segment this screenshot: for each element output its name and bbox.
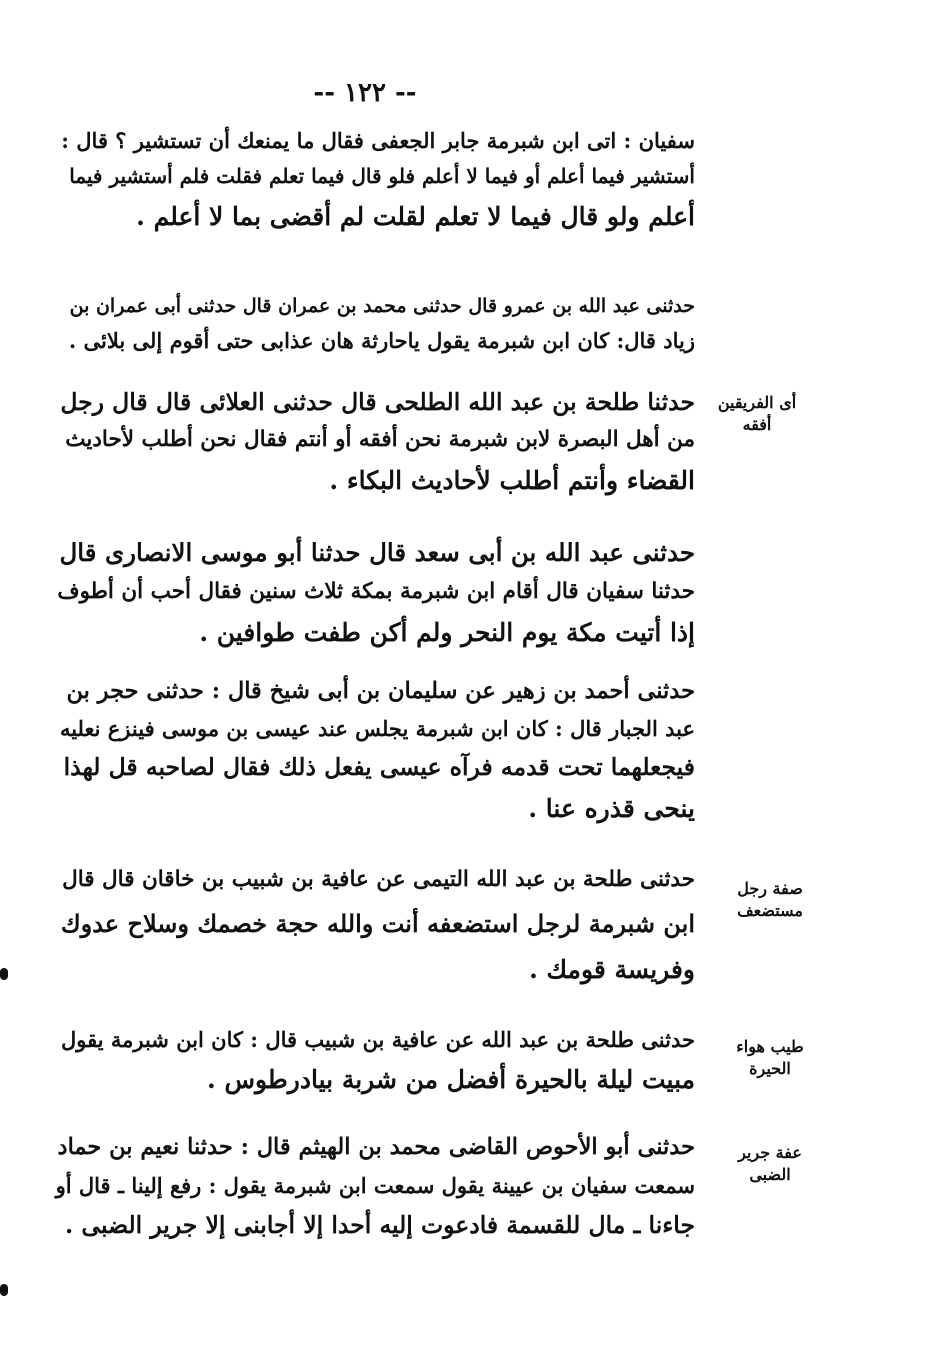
text-line: وفريسة قومك . [529,955,695,985]
text-line: إذا أتيت مكة يوم النحر ولم أكن طفت طوافين . [199,618,695,648]
paragraph-4 [55,532,695,654]
paragraph-6 [55,860,695,994]
page-number: -- ١٢٢ -- [313,78,417,108]
text-line: زياد قال: كان ابن شبرمة يقول ياحارثة هان عذابى حتى أقوم إلى بلائى . [68,327,695,353]
scan-mark-dot [0,968,8,980]
text-line: ابن شبرمة لرجل استضعفه أنت والله حجة خصمك وسلاح عدوك [60,908,695,938]
text-line: من أهل البصرة لابن شبرمة نحن أفقه أو أنتم فقال نحن أطلب لأحاديث [65,427,695,453]
text-line: فيجعلهما تحت قدمه فرآه عيسى يفعل ذلك فقال لصاحبه قل لهذا [63,752,695,781]
text-line: مبيت ليلة بالحيرة أفضل من شربة بيادرطوس . [207,1065,695,1095]
margin-note-which-group-more-learned: أى الفريقين أفقه [717,393,797,434]
margin-note-hira-air: طيب هواء الحيرة [736,1037,804,1078]
text-line: حدثنى طلحة بن عبد الله عن عافية بن شبيب قال : كان ابن شبرمة يقول [60,1027,695,1052]
margin-note-weak-man: صفة رجل مستضعف [737,879,803,920]
margin-note-jarir-chastity: عفة جرير الضبى [738,1143,802,1184]
text-line: أستشير فيما أعلم أو فيما لا أعلم فلو قال فيما تعلم فقلت فلم أستشير فيما [69,164,695,189]
text-line: عبد الجبار قال : كان ابن شبرمة يجلس عند عيسى بن موسى فينزع نعليه [59,715,695,741]
text-line: سفيان : اتى ابن شبرمة جابر الجعفى فقال ما يمنعك أن تستشير ؟ قال : [61,128,695,153]
text-line: حدثنى عبد الله بن عمرو قال حدثنى محمد بن عمران قال حدثنى أبى عمران بن [69,295,695,317]
paragraph-8 [55,1128,695,1246]
paragraph-7 [55,1022,695,1101]
text-line: القضاء وأنتم أطلب لأحاديث البكاء . [329,466,695,496]
text-line: حدثنا سفيان قال أقام ابن شبرمة بمكة ثلاث سنين فقال أحب أن أطوف [57,579,695,605]
text-line: حدثنى أبو الأحوص القاضى محمد بن الهيثم قال : حدثنا نعيم بن حماد [57,1134,695,1160]
paragraph-5 [55,672,695,830]
paragraph-1 [55,122,695,239]
text-line: ينحى قذره عنا . [528,794,695,824]
text-line: سمعت سفيان بن عيينة يقول سمعت ابن شبرمة يقول : رفع إلينا ـ قال أو [55,1172,695,1198]
scan-mark-dot [0,1284,8,1296]
paragraph-3 [55,382,695,502]
text-line: حدثنى عبد الله بن أبى سعد قال حدثنا أبو موسى الانصارى قال [59,538,695,567]
paragraph-2 [55,290,695,359]
text-line: حدثنى طلحة بن عبد الله التيمى عن عافية بن شبيب بن خاقان قال قال [62,867,695,892]
text-line: حدثنا طلحة بن عبد الله الطلحى قال حدثنى العلائى قال قال رجل [60,388,695,416]
text-line: أعلم ولو قال فيما لا تعلم لقلت لم أقضى بما لا أعلم . [136,201,695,231]
text-line: حدثنى أحمد بن زهير عن سليمان بن أبى شيخ قال : حدثنى حجر بن [66,678,695,704]
text-line: جاءنا ـ مال للقسمة فادعوت إليه أحدا إلا أجابنى إلا جرير الضبى . [65,1210,695,1239]
